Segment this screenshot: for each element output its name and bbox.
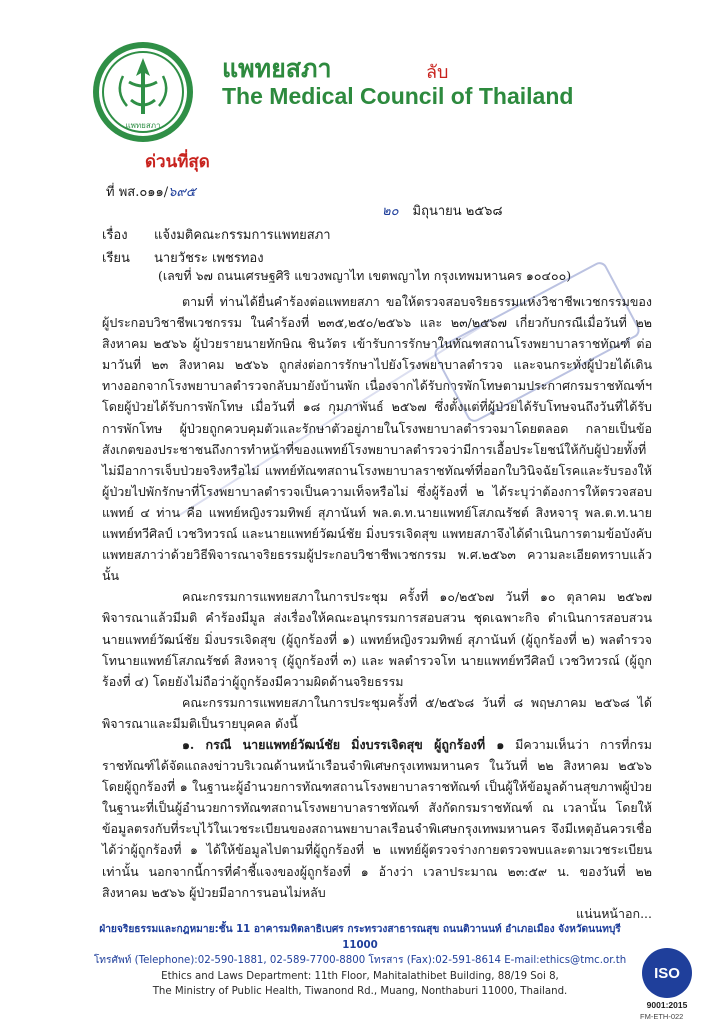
recipient-name: นายวัชระ เพชรทอง (154, 251, 264, 266)
recipient-address: (เลขที่ ๖๗ ถนนเศรษฐศิริ แขวงพญาไท เขตพญาไท กรุงเทพมหานคร ๑๐๔๐๐) (158, 268, 572, 283)
medical-council-logo (93, 42, 193, 142)
document-date (382, 200, 502, 221)
body-paragraph-4 (102, 734, 652, 903)
footer-department-thai: ฝ่ายจริยธรรมและกฎหมาย:ชั้น 11 อาคารมหิตลาธิเบศร กระทรวงสาธารณสุข ถนนติวานนท์ อำเภอเมือง จังหวัดนนทบุรี 11000 (99, 924, 621, 951)
letter-body (102, 291, 652, 924)
iso-certification-badge (642, 948, 692, 998)
case-text: มีความเห็นว่า การที่กรมราชทัณฑ์ได้จัดแถลงข่าวบริเวณด้านหน้าเรือนจำพิเศษกรุงเทพมหานคร ในวันที่ ๒๒ สิงหาคม ๒๕๖๖ โดยผู้ถูกร้องที่ ๑ ในฐานะผู้อำนวยการทัณฑสถานโรงพยาบาลราชทัณฑ์ เป็นผู้ให้ข้อมูลด้านสุขภาพผู้ป่วยในฐานะที่เป็นผู้อำนวยการทัณฑสถานโรงพยาบาลราชทัณฑ์ สังกัดกรมราชทัณฑ์ ณ เวลานั้น โดยให้ข้อมูลตรงกับที่ระบุไว้ในเวชระเบียนของสถานพยาบาลเรือนจำพิเศษกรุงเทพมหานคร จึงมีเหตุอันควรเชื่อได้ว่าผู้ถูกร้องที่ ๑ ได้ให้ข้อมูลไปตามที่ผู้ถูกร้องที่ ๒ แพทย์ผู้ตรวจร่างกายตรวจพบและตามเวชระเบียนเท่านั้น นอกจากนี้การที่คำชี้แจงของผู้ถูกร้องที่ ๑ อ้างว่า เวลาประมาณ ๒๓:๕๙ น. ของวันที่ ๒๒ สิงหาคม ๒๕๖๖ ผู้ป่วยมีอาการนอนไม่หลับ (102, 736, 652, 900)
reference-prefix: ที่ พส.๐๑๑/ (106, 185, 169, 200)
body-paragraph-2: คณะกรรมการแพทยสภาในการประชุม ครั้งที่ ๑๐/๒๕๖๗ วันที่ ๑๐ ตุลาคม ๒๕๖๗ พิจารณาแล้วมีมติ คำร้องมีมูล ส่งเรื่องให้คณะอนุกรรมการสอบสวน ชุดเฉพาะกิจ ดำเนินการสอบสวนนายแพทย์วัฒน์ชัย มิ่งบรรเจิดสุข (ผู้ถูกร้องที่ ๑) แพทย์หญิงรวมทิพย์ สุภานันท์ (ผู้ถูกร้องที่ ๒) พลตำรวจโทนายแพทย์โสภณรัชต์ สิงหจารุ (ผู้ถูกร้องที่ ๓) และ พลตำรวจโท นายแพทย์ทวีศิลป์ เวชวิทวรณ์ (ผู้ถูกร้องที่ ๔) โดยยังไม่ถือว่าผู้ถูกร้องมีความผิดด้านจริยธรรม (102, 589, 652, 689)
footer-department-english: Ethics and Laws Department: 11th Floor, Mahitalathibet Building, 88/19 Soi 8, (161, 970, 559, 982)
logo-text: แพทยสภา (125, 121, 161, 130)
org-name-thai: แพทยสภา (222, 54, 332, 83)
subject-label: เรื่อง (102, 228, 128, 243)
classification-label: ลับ (426, 62, 449, 83)
body-paragraph-1: ตามที่ ท่านได้ยื่นคำร้องต่อแพทยสภา ขอให้ตรวจสอบจริยธรรมแห่งวิชาชีพเวชกรรมของผู้ประกอบวิชาชีพเวชกรรม ในคำร้องที่ ๒๓๕,๒๕๐/๒๕๖๖ และ ๒๓/๒๕๖๗ เกี่ยวกับกรณีเมื่อวันที่ ๒๒ สิงหาคม ๒๕๖๖ ผู้ป่วยรายนายทักษิณ ชินวัตร เข้ารับการรักษาในทัณฑสถานโรงพยาบาลราชทัณฑ์ ต่อมาวันที่ ๒๓ สิงหาคม ๒๕๖๖ ถูกส่งต่อการรักษาไปยังโรงพยาบาลตำรวจ และจนกระทั่งผู้ป่วยได้เดินทางออกจากโรงพยาบาลตำรวจกลับมายังบ้านพัก เนื่องจากได้รับการพักโทษตามประกาศกรมราชทัณฑ์ฯ โดยผู้ป่วยได้รับการพักโทษ เมื่อวันที่ ๑๘ กุมภาพันธ์ ๒๕๖๗ ซึ่งตั้งแต่ที่ผู้ป่วยได้รับโทษจนถึงวันที่ได้รับการพักโทษ ผู้ป่วยถูกควบคุมตัวและรักษาตัวอยู่ภายในโรงพยาบาลตำรวจมาโดยตลอด กลายเป็นข้อสังเกตของประชาชนถึงการทำหน้าที่ของแพทย์โรงพยาบาลตำรวจว่ามีการเอื้อประโยชน์ให้กับผู้ป่วยทั้งที่ไม่มีอาการเจ็บป่วยจริงหรือไม่ แพทย์ทัณฑสถานโรงพยาบาลราชทัณฑ์ที่ออกใบวินิจฉัยโรคและรับรองให้ผู้ป่วยไปพักรักษาที่โรงพยาบาลตำรวจเป็นความเท็จหรือไม่ ซึ่งผู้ร้องที่ ๒ ได้ระบุว่าต้องการให้ตรวจสอบแพทย์ ๔ ท่าน คือ แพทย์หญิงรวมทิพย์ สุภานันท์ พล.ต.ท.นายแพทย์โสภณรัชต์ สิงหจารุ พล.ต.ท.นายแพทย์ทวีศิลป์ เวชวิทวรณ์ และนายแพทย์วัฒน์ชัย มิ่งบรรเจิดสุข แพทยสภาจึงได้ดำเนินการตามข้อบังคับแพทยสภาว่าด้วยวิธีพิจารณาจริยธรรมผู้ประกอบวิชาชีพเวชกรรม พ.ศ.๒๕๖๓ ความละเอียดทราบแล้วนั้น (102, 294, 652, 584)
iso-standard: 9001:2015 (646, 1000, 688, 1010)
footer-contact: โทรศัพท์ (Telephone):02-590-1881, 02-589-7700-8800 โทรสาร (Fax):02-591-8614 E-mail:ethics@tmc.or.th (93, 955, 627, 966)
date-month-year: มิถุนายน ๒๕๖๘ (412, 204, 503, 219)
continued-marker: แน่นหน้าอก... (576, 905, 652, 921)
form-code: FM-ETH-022 (640, 1012, 684, 1021)
logo-emblem-icon (93, 42, 193, 142)
footer-address-english: The Ministry of Public Health, Tiwanond Rd., Muang, Nonthaburi 11000, Thailand. (152, 986, 568, 997)
recipient-line (102, 247, 264, 268)
body-paragraph-3: คณะกรรมการแพทยสภาในการประชุมครั้งที่ ๕/๒๕๖๘ วันที่ ๘ พฤษภาคม ๒๕๖๘ ได้พิจารณาและมีมติเป็นรายบุคคล ดังนี้ (102, 694, 652, 731)
case-heading: ๑. กรณี นายแพทย์วัฒน์ชัย มิ่งบรรเจิดสุข ผู้ถูกร้องที่ ๑ (182, 736, 505, 752)
iso-mark: ISO (654, 964, 680, 982)
date-day: ๒๐ (382, 204, 399, 219)
reference-number (106, 181, 196, 202)
urgency-label: ด่วนที่สุด (145, 152, 210, 172)
recipient-label: เรียน (102, 251, 130, 266)
subject-value: แจ้งมติคณะกรรมการแพทยสภา (154, 228, 331, 243)
letter-footer (90, 922, 630, 1000)
org-name-english: The Medical Council of Thailand (222, 83, 574, 109)
subject-line (102, 224, 331, 245)
reference-handwritten-number: ๖๙๕ (168, 185, 196, 200)
